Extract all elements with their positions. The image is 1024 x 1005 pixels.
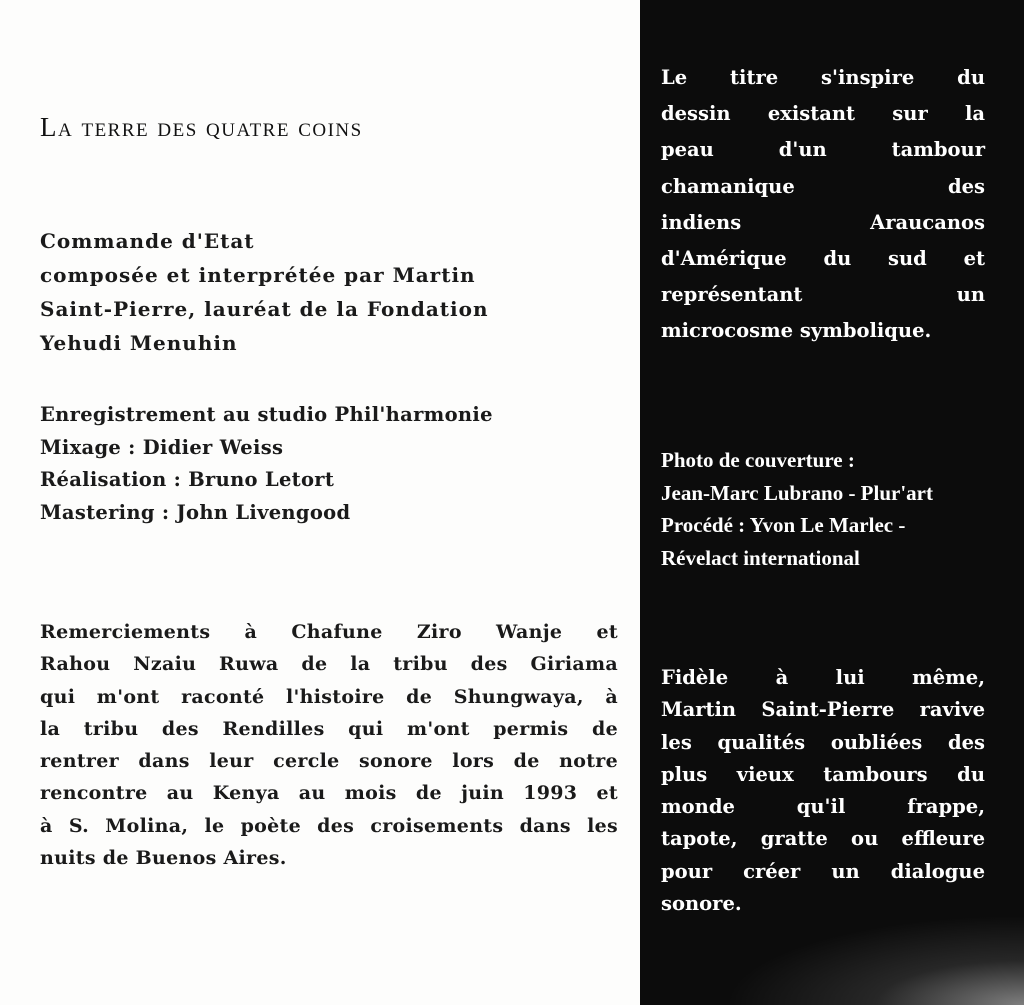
credits-line: Saint-Pierre, lauréat de la Fondation [40, 297, 489, 321]
description-line: Fidèle à lui même, [661, 666, 985, 689]
photo-info-line: Photo de couverture : [661, 448, 855, 472]
studio-line: Mastering : John Livengood [40, 500, 351, 524]
title-info-line: d'Amérique du sud et [661, 247, 985, 271]
album-title: La terre des quatre coins [40, 112, 363, 142]
title-info-line: dessin existant sur la [661, 102, 985, 126]
thanks-line: nuits de Buenos Aires. [40, 847, 287, 870]
photo-info-line: Procédé : Yvon Le Marlec - [661, 513, 906, 537]
thanks-line: Remerciements à Chafune Ziro Wanje et [40, 621, 618, 643]
credits-line: Commande d'Etat [40, 229, 255, 253]
acknowledgements-block [40, 616, 618, 874]
artist-description-block [661, 662, 985, 920]
description-line: sonore. [661, 892, 742, 916]
title-info-line: peau d'un tambour [661, 138, 985, 162]
thanks-line: la tribu des Rendilles qui m'ont permis de [40, 717, 618, 740]
photo-credits-block [661, 444, 985, 574]
thanks-line: Rahou Nzaiu Ruwa de la tribu des Giriama [40, 653, 618, 676]
thanks-line: qui m'ont raconté l'histoire de Shungwaya, à [40, 685, 618, 708]
thanks-line: à S. Molina, le poète des croisements dans les [40, 814, 618, 837]
description-line: tapote, gratte ou effleure [661, 827, 985, 851]
credits-block [40, 224, 618, 360]
title-explanation-block [661, 60, 985, 350]
light-reflection [724, 915, 1024, 1005]
studio-credits-block [40, 399, 618, 529]
studio-line: Enregistrement au studio Phil'harmonie [40, 403, 493, 426]
credits-line: Yehudi Menuhin [40, 331, 238, 355]
thanks-line: rencontre au Kenya au mois de juin 1993 et [40, 782, 618, 805]
description-line: pour créer un dialogue [661, 859, 985, 883]
studio-line: Mixage : Didier Weiss [40, 435, 284, 459]
credits-line: composée et interprétée par Martin [40, 263, 476, 287]
title-info-line: représentant un [661, 283, 985, 307]
description-line: monde qu'il frappe, [661, 795, 985, 819]
description-line: Martin Saint-Pierre ravive [661, 698, 985, 722]
description-line: les qualités oubliées des [661, 730, 985, 754]
description-line: plus vieux tambours du [661, 762, 985, 786]
title-info-line: chamanique des [661, 174, 985, 198]
photo-info-line: Jean-Marc Lubrano - Plur'art [661, 480, 933, 505]
title-info-line: microcosme symbolique. [661, 319, 932, 343]
studio-line: Réalisation : Bruno Letort [40, 468, 335, 491]
title-info-line: indiens Araucanos [661, 210, 985, 234]
title-info-line: Le titre s'inspire du [661, 66, 985, 89]
thanks-line: rentrer dans leur cercle sonore lors de notre [40, 750, 618, 773]
photo-info-line: Révelact international [661, 545, 860, 570]
